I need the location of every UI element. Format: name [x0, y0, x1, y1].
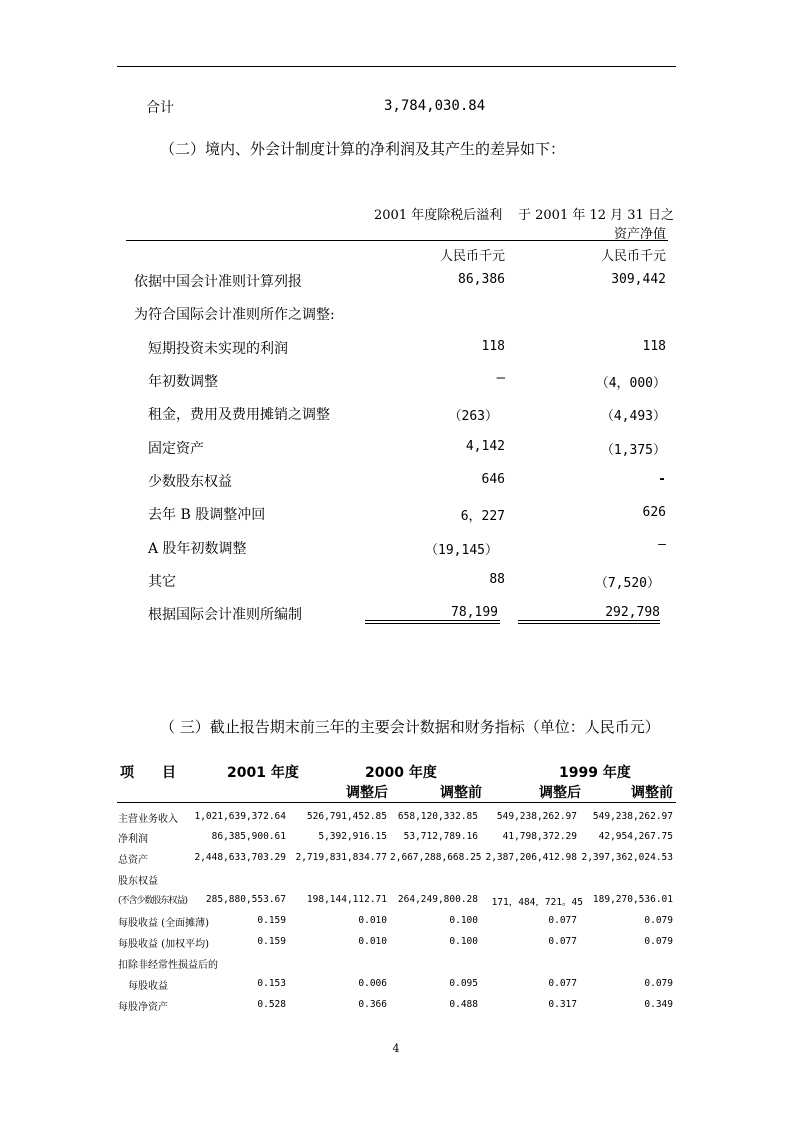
table-cell: 1,021,639,372.64 [194, 811, 286, 822]
table-cell: 0.159 [257, 915, 286, 926]
table-row-label: 每股收益 (加权平均) [118, 939, 209, 950]
table-cell: 2,667,288,668.25 [390, 852, 482, 863]
table-cell: 0.095 [449, 978, 478, 989]
total-value: 3,784,030.84 [384, 98, 486, 114]
table-cell: 549,238,262.97 [496, 811, 577, 822]
table-row-v2: 292,798 [605, 605, 660, 620]
table-cell: 264,249,800.28 [397, 894, 478, 905]
table3-header-rule [117, 802, 676, 803]
table-cell: 0.100 [449, 915, 478, 926]
header-1999-adj-after: 调整后 [539, 785, 581, 801]
table-cell: 0.317 [548, 999, 577, 1010]
table-cell: 2,719,831,834.77 [295, 852, 387, 863]
table-cell: 53,712,789.16 [403, 831, 478, 842]
page-number: 4 [392, 1042, 400, 1055]
table-row-label: 总资产 [118, 855, 148, 866]
table-cell: 0.006 [358, 978, 387, 989]
table-row-label: 少数股东权益 [148, 474, 232, 490]
table-cell: 0.077 [548, 915, 577, 926]
table-cell: 0.488 [449, 999, 478, 1010]
table-cell: 0.077 [548, 936, 577, 947]
table-row-label: 每股收益 (全面摊薄) [118, 918, 209, 929]
table-cell: 86,385,900.61 [211, 831, 286, 842]
table-row-label: 租金，费用及费用摊销之调整 [148, 407, 330, 423]
table-cell: 41,798,372.29 [502, 831, 577, 842]
table-cell: 658,120,332.85 [397, 811, 478, 822]
table-row-v1: 4,142 [465, 439, 505, 454]
header-2000-adj-before: 调整前 [440, 785, 482, 801]
header-2000-adj-after: 调整后 [346, 785, 388, 801]
table-cell: 5,392,916.15 [318, 831, 387, 842]
table-row-label: 依据中国会计准则计算列报 [134, 274, 302, 290]
table-cell: 0.079 [644, 936, 673, 947]
table-row-label: 主营业务收入 [118, 814, 178, 825]
table-row-label: 每股收益 [128, 981, 168, 992]
col2-unit: 人民币千元 [600, 249, 666, 264]
double-underline [365, 620, 500, 624]
col2-header-line2: 资产净值 [613, 227, 666, 242]
table-cell: 0.528 [257, 999, 286, 1010]
table-row-v2: （1,375） [600, 443, 666, 458]
table-row-label: 每股净资产 [118, 1002, 168, 1013]
table-row-v2: （7,520） [594, 576, 660, 591]
table-row-label: 年初数调整 [148, 374, 218, 390]
table-cell: 0.366 [358, 999, 387, 1010]
header-2001: 2001 年度 [227, 765, 299, 781]
table-row-v1: 78,199 [451, 605, 498, 620]
header-2000: 2000 年度 [365, 765, 437, 781]
table-cell: 0.077 [548, 978, 577, 989]
table-row-v2: （4,493） [600, 409, 666, 424]
table-row-v1: — [496, 370, 505, 386]
table-cell: 2,448,633,703.29 [194, 852, 286, 863]
table-cell: 285,880,553.67 [205, 894, 286, 905]
table-row-v2: — [658, 537, 666, 552]
table-row-v1: （263） [448, 409, 498, 424]
col1-unit: 人民币千元 [439, 249, 505, 264]
double-underline [518, 620, 660, 624]
table-cell: 198,144,112.71 [306, 894, 387, 905]
table-row-v1: （19,145） [425, 543, 498, 558]
header-1999: 1999 年度 [559, 765, 631, 781]
table-row-v2: 118 [642, 339, 666, 354]
table-row-label: 净利润 [118, 834, 148, 845]
col2-header-line1: 于 2001 年 12 月 31 日之 [518, 208, 674, 223]
table-cell: 171，484，721。45 [491, 897, 583, 908]
table-cell: 0.159 [257, 936, 286, 947]
table-row-label: 其它 [148, 574, 176, 590]
table-cell: 0.079 [644, 978, 673, 989]
section2-title: （二）境内、外会计制度计算的净利润及其产生的差异如下： [160, 140, 566, 158]
table-row-label: A 股年初数调整 [148, 541, 247, 557]
table-row-v2: 626 [642, 505, 666, 520]
table-cell: 42,954,267.75 [598, 831, 673, 842]
table-row-label: 股东权益 [118, 876, 158, 887]
table-cell: 2,397,362,024.53 [581, 852, 673, 863]
table-row-v1: 646 [481, 472, 505, 487]
header-underline [126, 240, 668, 241]
header-item: 项 目 [120, 765, 176, 781]
table-row-v2: - [658, 472, 666, 487]
table-row-v1: 118 [481, 339, 505, 354]
table-cell: 549,238,262.97 [592, 811, 673, 822]
table-cell: 0.079 [644, 915, 673, 926]
table-row-label: (不含少数股东权益) [118, 896, 188, 906]
table-cell: 0.349 [644, 999, 673, 1010]
section3-title: （ 三）截止报告期末前三年的主要会计数据和财务指标（单位：人民币元） [160, 718, 660, 736]
header-1999-adj-before: 调整前 [631, 785, 673, 801]
table-cell: 189,270,536.01 [592, 894, 673, 905]
col1-header: 2001 年度除税后溢利 [374, 208, 503, 223]
total-label: 合计 [146, 100, 174, 116]
table-row-v1: 6，227 [460, 509, 505, 524]
table-cell: 0.010 [358, 915, 387, 926]
table-row-label: 去年 B 股调整冲回 [148, 507, 266, 523]
table-row-label: 扣除非经常性损益后的 [118, 960, 218, 971]
table-cell: 2,387,206,412.98 [485, 852, 577, 863]
table-cell: 0.010 [358, 936, 387, 947]
table-row-label: 为符合国际会计准则所作之调整: [134, 307, 335, 323]
table-row-label: 根据国际会计准则所编制 [148, 607, 302, 623]
table-row-v1: 86,386 [458, 272, 505, 287]
table-row-v1: 88 [489, 572, 505, 587]
table-cell: 0.100 [449, 936, 478, 947]
table-cell: 0.153 [257, 978, 286, 989]
table-row-label: 短期投资未实现的利润 [148, 341, 288, 357]
table-cell: 526,791,452.85 [306, 811, 387, 822]
header-rule [117, 66, 676, 67]
table-row-label: 固定资产 [148, 441, 204, 457]
table-row-v2: 309,442 [611, 272, 666, 287]
table-row-v2: （4，000） [595, 376, 666, 391]
